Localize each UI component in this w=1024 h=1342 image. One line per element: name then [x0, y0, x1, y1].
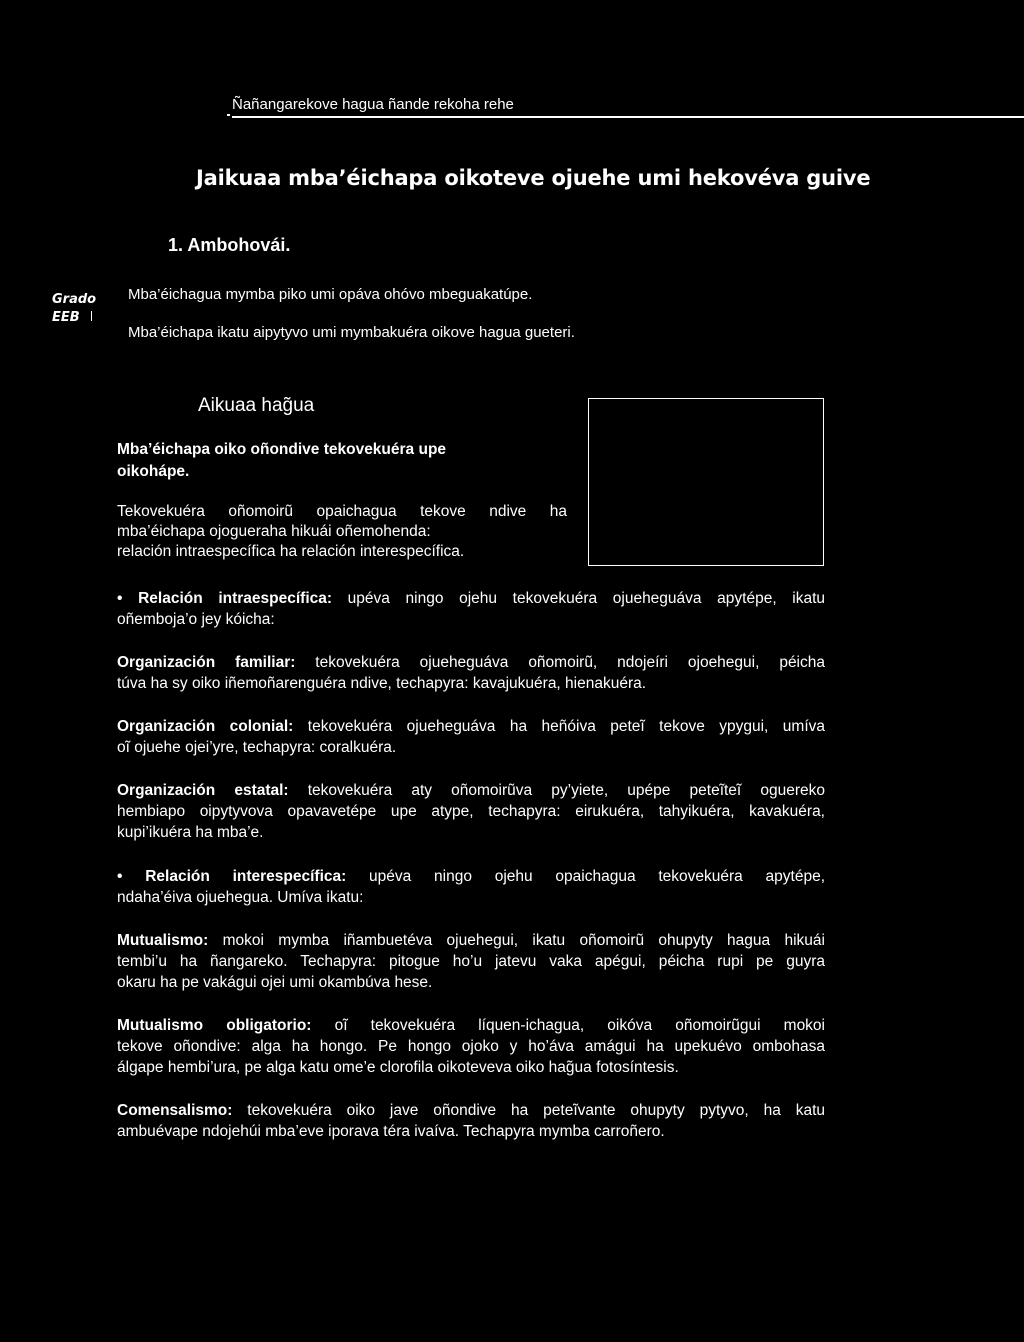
mutualismo-obligatorio-line-1 [117, 1015, 825, 1036]
concept-text-line-1: Tekovekuéra oñomoirũ opaichagua tekove ndive ha [117, 503, 567, 520]
colonial-label: Organización colonial: [117, 718, 294, 735]
mutualismo-obligatorio-paragraph [117, 1015, 825, 1078]
mutualismo-obligatorio-text-3: álgape hembi’ura, pe alga katu ome’e clorofila oikoteveva oiko hag̃ua fotosíntesis. [117, 1059, 679, 1076]
intra-line-1 [117, 588, 825, 609]
familiar-line-1 [117, 652, 825, 673]
inter-line-1 [117, 866, 825, 887]
mutualismo-line-1 [117, 930, 825, 951]
mutualismo-obligatorio-text-2: tekove oñondive: alga ha hongo. Pe hongo ojoko y ho’áva amágui ha upekuévo ombohasa [117, 1038, 825, 1055]
concept-definition [117, 439, 517, 483]
familiar-paragraph [117, 652, 825, 694]
familiar-text-1: tekovekuéra ojueheguáva oñomoirũ, ndojeíri ojoehegui, péicha [295, 654, 825, 671]
objective-2: Mba’éichapa ikatu aipytyvo umi mymbakuéra oikove hagua gueteri. [128, 324, 575, 341]
section-heading: 1. Ambohovái. [168, 235, 291, 255]
estatal-line-1 [117, 780, 825, 801]
comensalismo-paragraph [117, 1100, 825, 1142]
concept-text-line-3: relación intraespecífica ha relación interespecífica. [117, 543, 465, 560]
mutualismo-text-2: tembi’u ha ñangareko. Techapyra: pitogue ho’u jatevu vaka apégui, péicha rupi pe guyra [117, 953, 825, 970]
mutualismo-text-3: okaru ha pe vakágui ojei umi okambúva hese. [117, 974, 433, 991]
mutualismo-paragraph [117, 930, 825, 993]
side-mark [91, 311, 92, 321]
mutualismo-obligatorio-text-1: oĩ tekovekuéra líquen-ichagua, oikóva oñomoirũgui mokoi [311, 1017, 825, 1034]
comensalismo-text-1: tekovekuéra oiko jave oñondive ha peteĩvante ohupyty pytyvo, ha katu [232, 1102, 825, 1119]
mutualismo-text-1: mokoi mymba iñambuetéva ojuehegui, ikatu oñomoirũ ohupyty hagua hikuái [208, 932, 825, 949]
familiar-label: Organización familiar: [117, 654, 296, 671]
estatal-text-3: kupi’ikuéra ha mba’e. [117, 824, 264, 841]
comensalismo-line-1 [117, 1100, 825, 1121]
colonial-text-2: oĩ ojuehe ojei’yre, techapyra: coralkuéra. [117, 739, 397, 756]
colonial-line-1 [117, 716, 825, 737]
inter-text-1: upéva ningo ojehu opaichagua tekovekuéra apytépe, [346, 868, 826, 885]
page-title: Jaikuaa mba’éichapa oikoteve ojuehe umi hekovéva guive [196, 166, 871, 190]
level-label: EEB [52, 310, 80, 325]
comensalismo-label: Comensalismo: [117, 1102, 233, 1119]
intra-paragraph [117, 588, 825, 630]
intra-text-1: upéva ningo ojehu tekovekuéra ojueheguáva apytépe, ikatu [332, 590, 826, 607]
header-rule [232, 116, 1024, 118]
inter-label: Relación interespecífica: [145, 868, 347, 885]
concept-text [117, 502, 567, 562]
concept-text-line-2: mba’éichapa ojogueraha hikuái oñemohenda: [117, 523, 431, 540]
comensalismo-text-2: ambuévape ndojehúi mba’eve iporava téra ivaíva. Techapyra mymba carroñero. [117, 1123, 665, 1140]
intra-text-2: oñemboja’o jey kóicha: [117, 611, 275, 628]
colonial-paragraph [117, 716, 825, 758]
colonial-text-1: tekovekuéra ojueheguáva ha heñóiva peteĩ tekove ypygui, umíva [293, 718, 825, 735]
header-tick-mark [227, 114, 230, 116]
familiar-text-2: túva ha sy oiko iñemoñarenguéra ndive, techapyra: kavajukuéra, hienakuéra. [117, 675, 647, 692]
concept-definition-line-2: oikohápe. [117, 463, 190, 480]
bullet: • [117, 868, 146, 885]
estatal-text-2: hembiapo oipytyvova opavavetépe upe atype, techapyra: eirukuéra, tahyikuéra, kavakuéra, [117, 803, 825, 820]
image-placeholder [588, 398, 824, 566]
mutualismo-obligatorio-label: Mutualismo obligatorio: [117, 1017, 312, 1034]
inter-text-2: ndaha’éiva ojuehegua. Umíva ikatu: [117, 889, 364, 906]
bullet: • [117, 590, 139, 607]
estatal-label: Organización estatal: [117, 782, 289, 799]
estatal-text-1: tekovekuéra aty oñomoirũva py’yiete, upépe peteĩteĩ oguereko [288, 782, 826, 799]
objective-1: Mba’éichagua mymba piko umi opáva ohóvo mbeguakatúpe. [128, 286, 533, 303]
concept-heading: Aikuaa hag̃ua [198, 395, 315, 416]
inter-paragraph [117, 866, 825, 908]
intra-label: Relación intraespecífica: [138, 590, 333, 607]
estatal-paragraph [117, 780, 825, 843]
running-header: Ñañangarekove hagua ñande rekoha rehe [232, 96, 514, 113]
mutualismo-label: Mutualismo: [117, 932, 209, 949]
grade-label: Grado [52, 292, 97, 307]
concept-definition-line-1: Mba’éichapa oiko oñondive tekovekuéra upe [117, 441, 447, 458]
